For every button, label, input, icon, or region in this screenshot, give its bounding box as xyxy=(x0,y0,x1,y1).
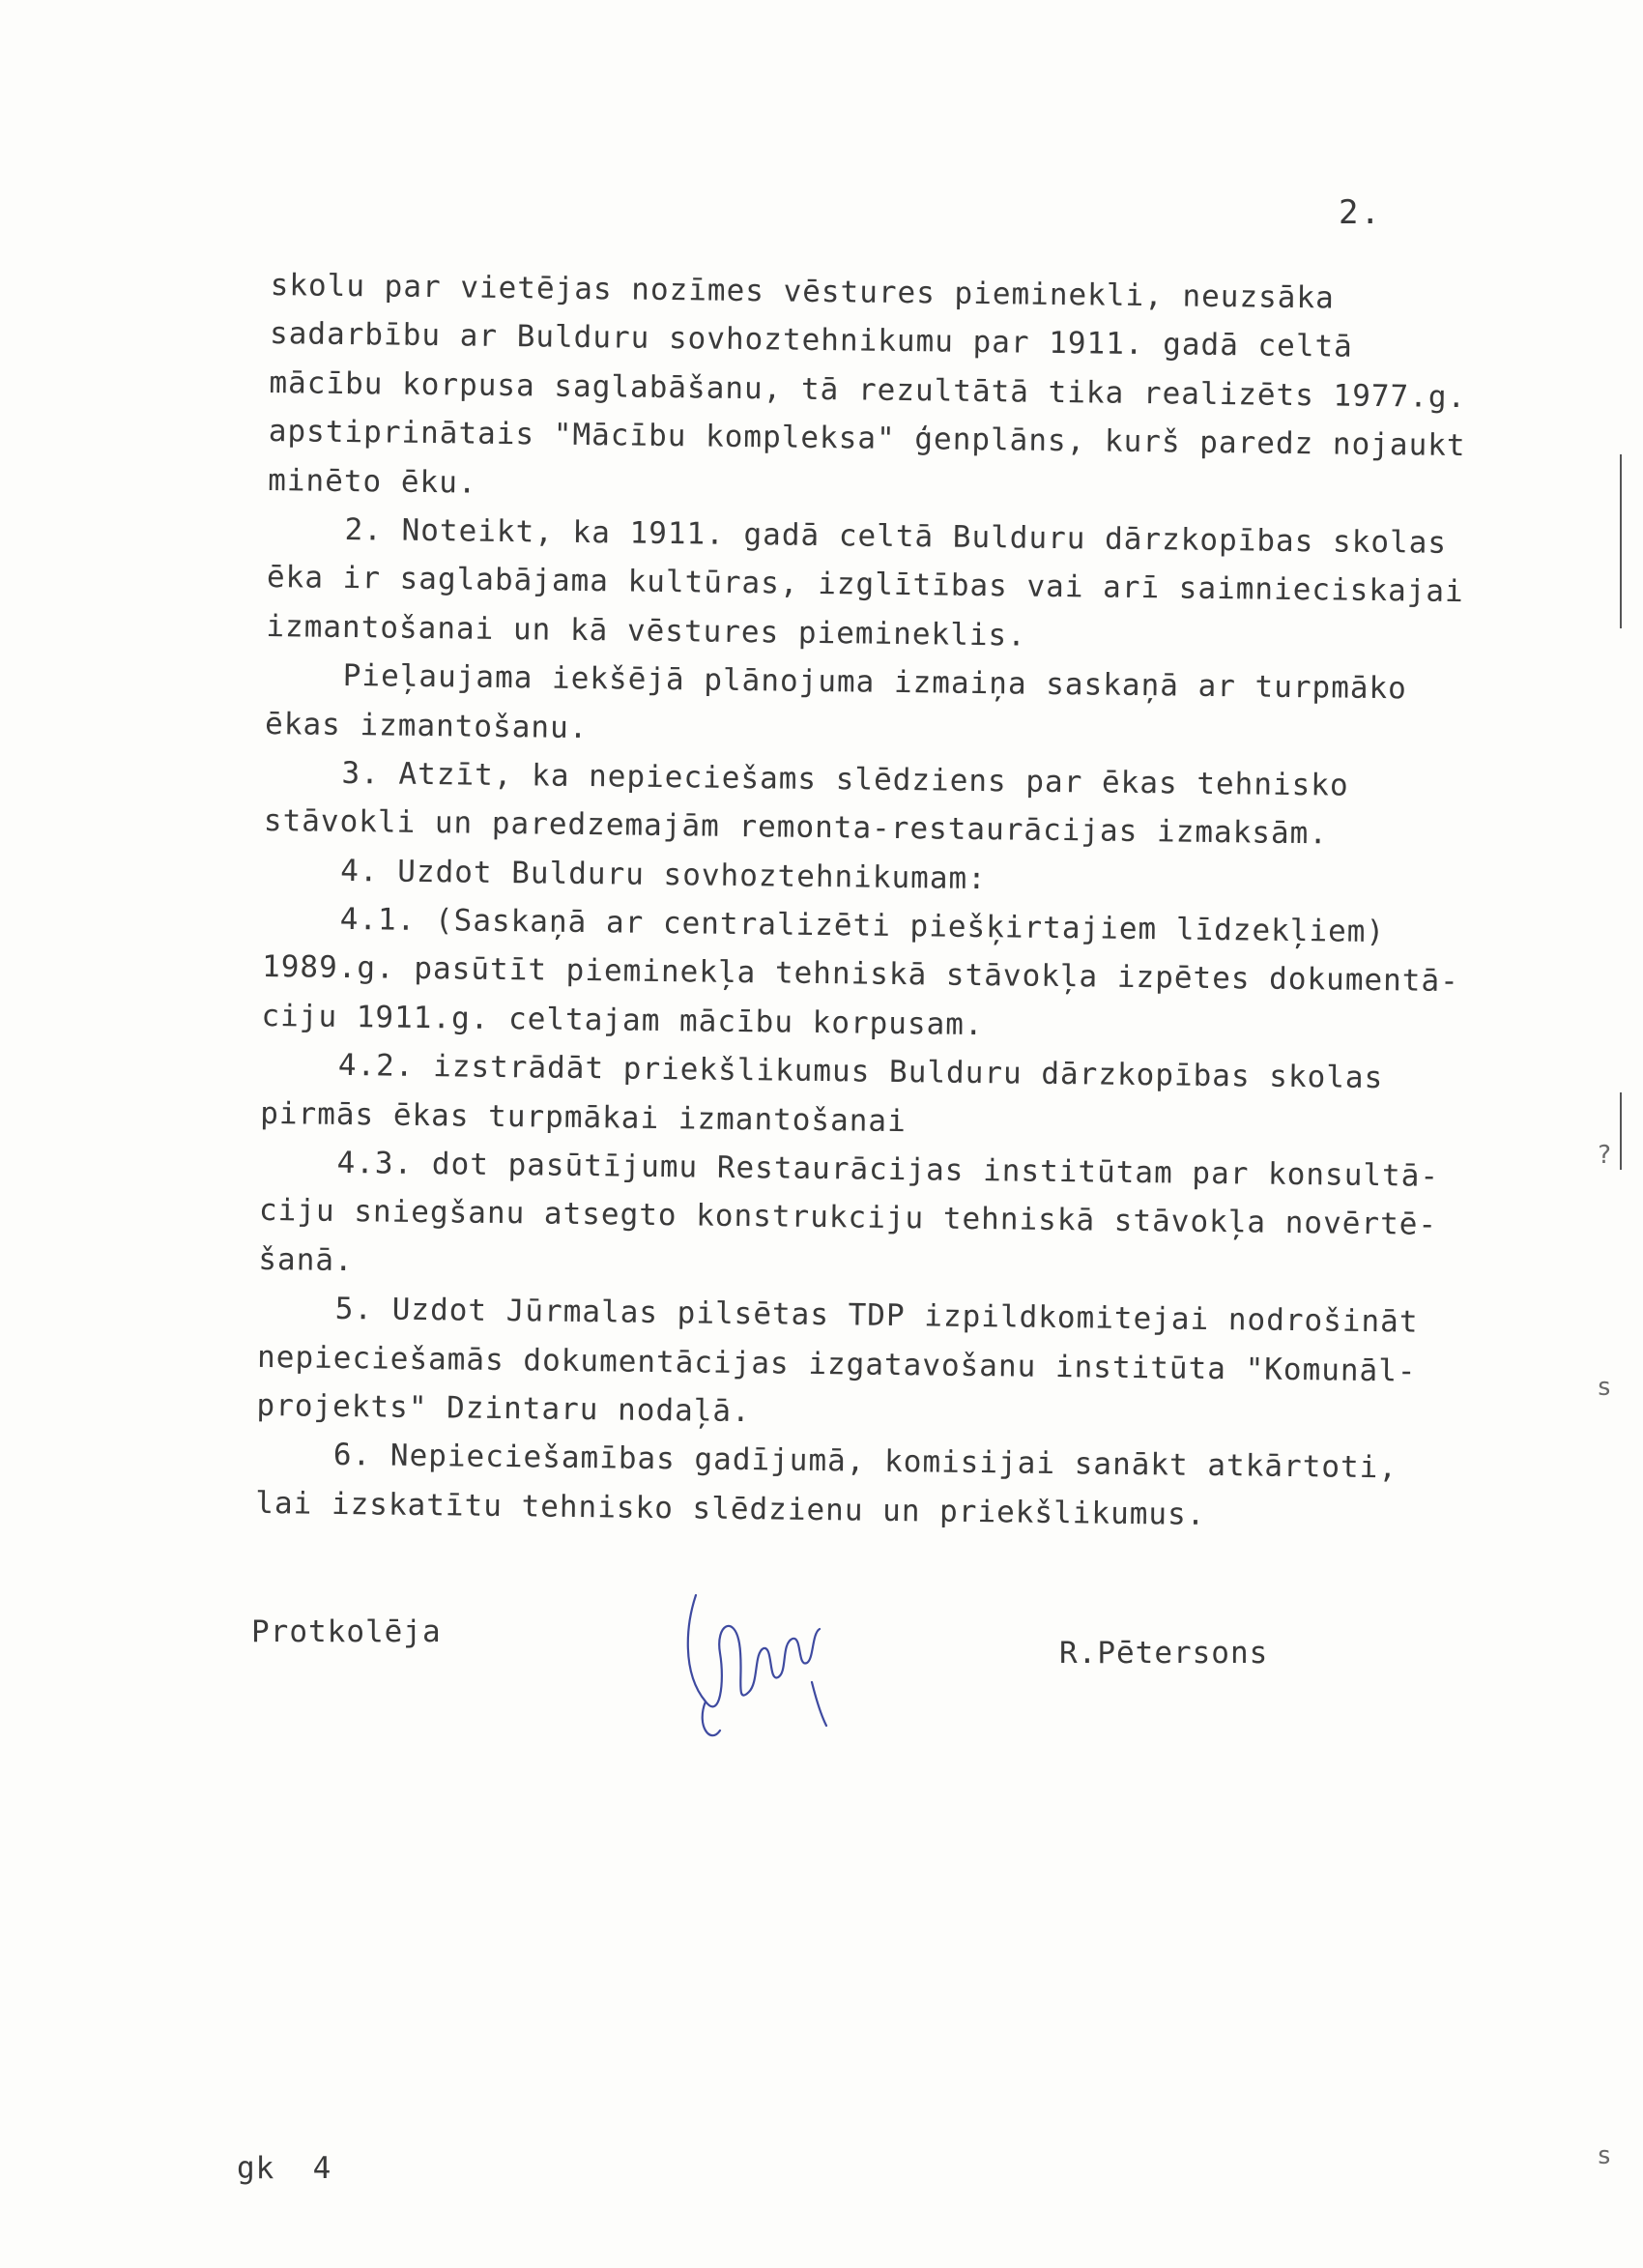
body-line: minēto ēku. xyxy=(268,462,477,501)
footer-code: gk 4 xyxy=(237,2151,332,2186)
body-line: ēka ir saglabājama kultūras, izglītības vai arī saimnieciskajai xyxy=(266,560,1464,610)
body-line: pirmās ēkas turpmākai izmantošanai xyxy=(260,1095,907,1139)
body-line: sadarbību ar Bulduru sovhoztehnikumu par 1911. gadā celtā xyxy=(269,316,1354,365)
body-line: izmantošanai un kā vēstures piemineklis. xyxy=(266,608,1027,654)
body-line: ēkas izmantošanu. xyxy=(264,706,589,745)
body-line: apstiprinātais "Mācību kompleksa" ģenplāns, kurš paredz nojaukt xyxy=(268,414,1466,464)
body-line: šanā. xyxy=(258,1241,354,1278)
body-line: lai izskatītu tehnisko slēdzienu un priekšlikumus. xyxy=(255,1485,1206,1532)
body-line: ciju 1911.g. celtajam mācību korpusam. xyxy=(261,998,984,1042)
body-line: 6. Nepieciešamības gadījumā, komisijai sanākt atkārtoti, xyxy=(332,1438,1398,1486)
body-text xyxy=(255,261,1527,1543)
body-line: 1989.g. pasūtīt pieminekļa tehniskā stāvokļa izpētes dokumentā- xyxy=(261,949,1460,1000)
signature-role: Protkolēja xyxy=(251,1614,442,1649)
edge-mark: s xyxy=(1597,2141,1612,2170)
body-line: stāvokli un paredzemajām remonta-restaurācijas izmaksām. xyxy=(263,803,1329,852)
body-line: 4.1. (Saskaņā ar centralizēti piešķirtajiem līdzekļiem) xyxy=(339,902,1386,950)
body-line: 4.3. dot pasūtījumu Restaurācijas institūtam par konsultā- xyxy=(336,1145,1440,1194)
edge-mark: ? xyxy=(1597,1141,1612,1170)
page-number: 2. xyxy=(1339,193,1382,232)
body-line: ciju sniegšanu atsegto konstrukciju tehniskā stāvokļa novērtē- xyxy=(258,1193,1438,1243)
signature-name: R.Pētersons xyxy=(1059,1636,1269,1671)
body-line: nepieciešamās dokumentācijas izgatavošanu institūta "Komunāl- xyxy=(256,1339,1417,1389)
body-line: Pieļaujama iekšējā plānojuma izmaiņa saskaņā ar turpmāko xyxy=(342,658,1408,707)
edge-line xyxy=(1620,454,1622,628)
body-line: 5. Uzdot Jūrmalas pilsētas TDP izpildkomitejai nodrošināt xyxy=(334,1292,1419,1340)
body-line: skolu par vietējas nozīmes vēstures pieminekli, neuzsāka xyxy=(270,267,1336,316)
body-line: 2. Noteikt, ka 1911. gadā celtā Bulduru dārzkopības skolas xyxy=(344,511,1448,561)
edge-line xyxy=(1620,1092,1622,1170)
body-line: 4.2. izstrādāt priekšlikumus Bulduru dārzkopības skolas xyxy=(337,1048,1384,1096)
body-line: 4. Uzdot Bulduru sovhoztehnikumam: xyxy=(340,853,988,896)
edge-mark: s xyxy=(1597,1373,1612,1402)
body-line: mācību korpusa saglabāšanu, tā rezultātā tika realizēts 1977.g. xyxy=(269,364,1467,415)
body-line: projekts" Dzintaru nodaļā. xyxy=(256,1387,751,1430)
signature-block xyxy=(251,1614,1314,1750)
body-line: 3. Atzīt, ka nepieciešams slēdziens par ēkas tehnisko xyxy=(341,755,1349,803)
